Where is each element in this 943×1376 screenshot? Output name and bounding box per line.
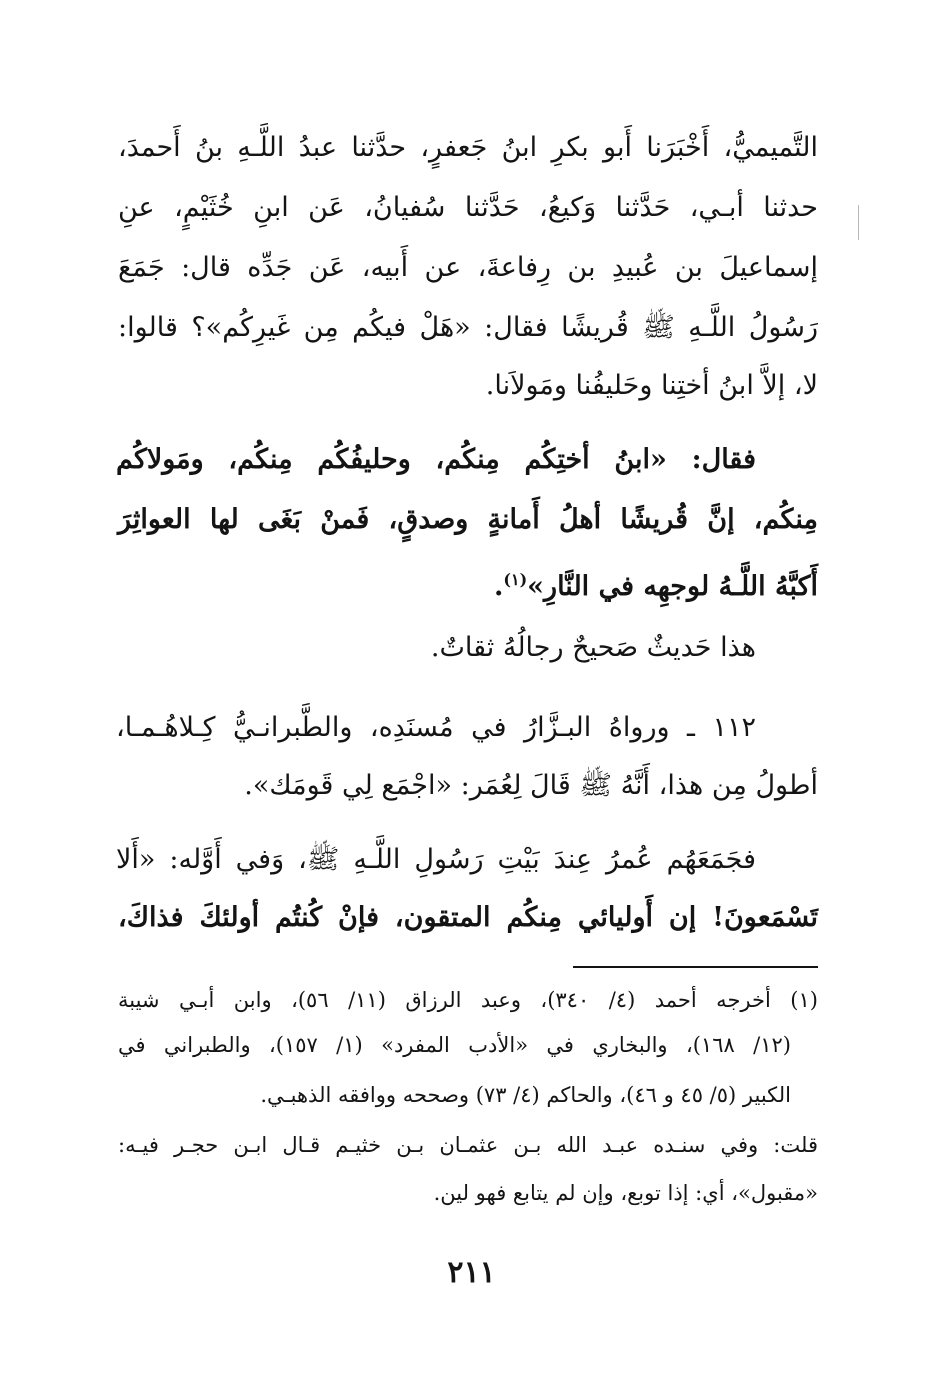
- hadith-line: فقال: «ابنُ أختِكُم مِنكُم، وحليفُكُم مِنكُم، ومَولاكُم: [116, 444, 756, 475]
- page-number: ٢١١: [447, 1255, 496, 1290]
- text-line: إسماعيلَ بن عُبيدِ بن رِفاعةَ، عن أَبيه، عَن جَدِّه قال: جَمَعَ: [118, 252, 818, 283]
- footnote-line: «مقبول»، أي: إذا توبع، وإن لم يتابع فهو لين.: [433, 1181, 818, 1205]
- text-line: رَسُولُ اللَّـهِ ﷺ قُريشًا فقال: «هَلْ فيكُم مِن غَيرِكُم»؟ قالوا:: [118, 312, 818, 343]
- footnote-line: (١٢/ ١٦٨)، والبخاري في «الأدب المفرد» (١/ ١٥٧)، والطبراني في: [118, 1033, 791, 1057]
- hadith-line: [118, 560, 818, 600]
- footnote-line: الكبير (٥/ ٤٥ و ٤٦)، والحاكم (٤/ ٧٣) وصححه ووافقه الذهبـي.: [260, 1083, 791, 1107]
- grading-line: هذا حَديثٌ صَحيحٌ رجالُهُ ثقاتٌ.: [430, 632, 756, 663]
- text-line: التَّميميُّ، أَخْبَرَنا أَبو بكرِ ابنُ جَعفرٍ، حدَّثنا عبدُ اللَّـهِ بنُ أَحمدَ،: [118, 132, 818, 163]
- hadith-line: مِنكُم، إنَّ قُريشًا أهلُ أَمانةٍ وصدقٍ، فَمنْ بَغَى لها العواثِرَ: [118, 504, 818, 535]
- hadith-line-text: أَكبَّهُ اللَّـهُ لوجهِه في النَّارِ»: [527, 571, 818, 602]
- scan-margin-mark: [858, 205, 859, 240]
- footnote-line: قلت: وفي سنـده عبـد الله بـن عثمـان بـن خثيـم قـال ابـن حجـر فيـه:: [118, 1133, 818, 1157]
- footnote-ref: (١): [503, 570, 528, 589]
- footnote-line: (١) أخرجه أحمد (٤/ ٣٤٠)، وعبد الرزاق (١١/ ٥٦)، وابن أبـي شيبة: [118, 988, 818, 1012]
- text-line: تَسْمَعونَ! إن أَوليائي مِنكُم المتقون، فإنْ كُنتُم أولئكَ فذاكَ،: [118, 902, 818, 933]
- text-line: ١١٢ ـ ورواهُ البـزَّارُ في مُسنَدِه، والطَّبرانـيُّ كِـلاهُـمـا،: [116, 712, 756, 743]
- text-line: لا، إلاَّ ابنُ أختِنا وحَليفُنا ومَولاَنا.: [485, 370, 818, 401]
- sentence-end: .: [494, 571, 504, 602]
- text-line: أطولُ مِن هذا، أَنَّهُ ﷺ قَالَ لِعُمَر: «اجْمَع لِي قَومَك».: [244, 770, 818, 801]
- footnote-separator: [573, 966, 818, 968]
- text-line: فجَمَعَهُم عُمرُ عِندَ بَيْتِ رَسُولِ اللَّـهِ ﷺ، وَفي أَوَّله: «أَلا: [116, 844, 756, 875]
- text-line: حدثنا أبـي، حَدَّثنا وَكيعُ، حَدَّثنا سُفيانُ، عَن ابنِ خُثَيْمٍ، عنِ: [118, 192, 818, 223]
